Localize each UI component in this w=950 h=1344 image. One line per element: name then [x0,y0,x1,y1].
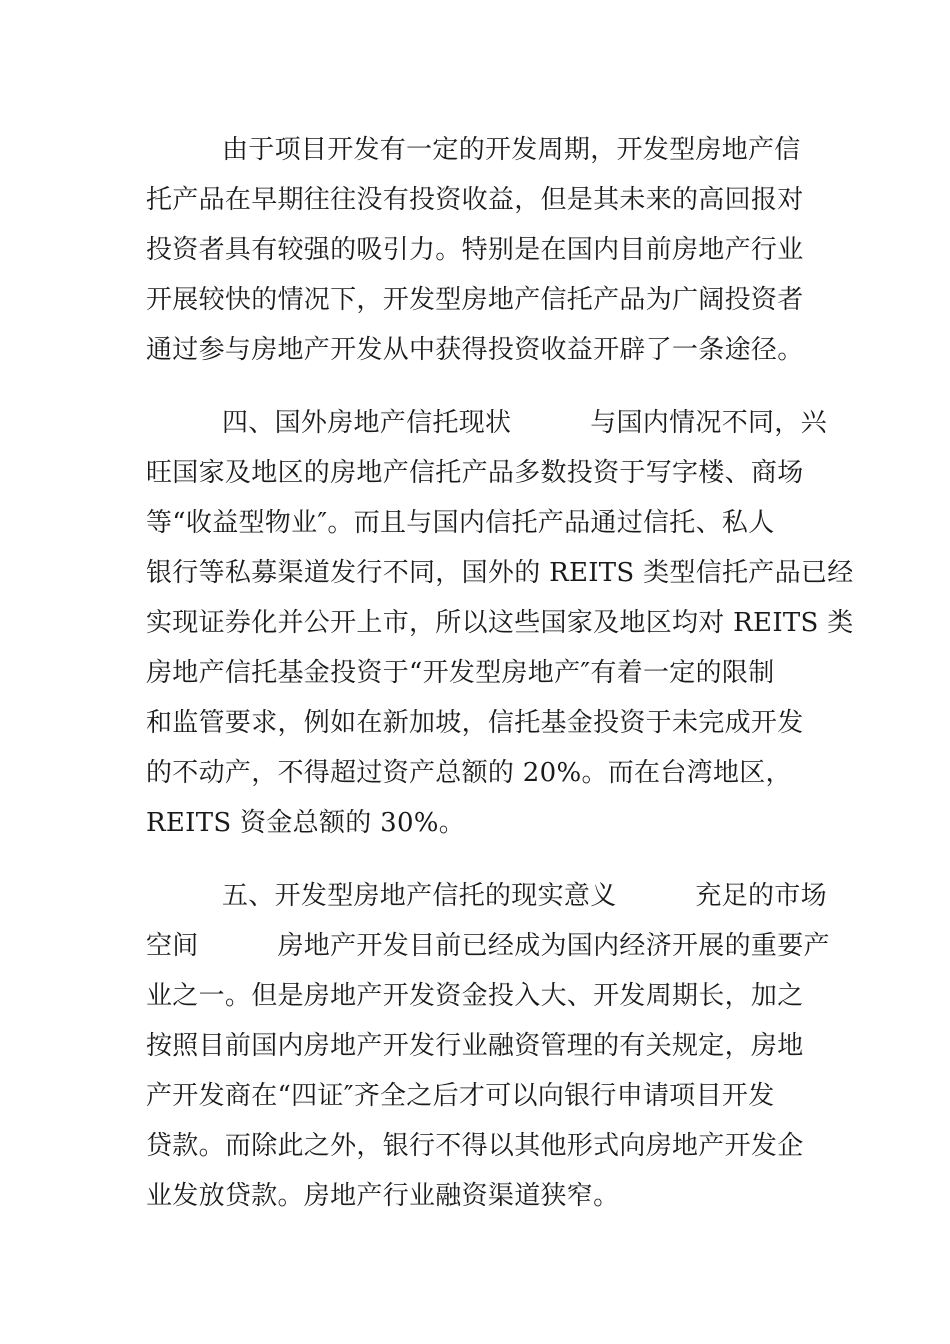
paragraph-2-line-8: 的不动产，不得超过资产总额的 20%。而在台湾地区， [146,758,792,788]
paragraph-2-line-1: 四、国外房地产信托现状 与国内情况不同，兴 [222,408,827,438]
paragraph-2-line-6: 房地产信托基金投资于“开发型房地产″有着一定的限制 [146,658,775,688]
paragraph-3-line-1: 五、开发型房地产信托的现实意义 充足的市场 [222,881,827,911]
paragraph-1-line-2: 托产品在早期往往没有投资收益，但是其未来的高回报对 [146,185,804,215]
paragraph-1-line-3: 投资者具有较强的吸引力。特别是在国内目前房地产行业 [146,235,804,265]
paragraph-2-line-2: 旺国家及地区的房地产信托产品多数投资于写字楼、商场 [146,458,804,488]
paragraph-2-line-3: 等“收益型物业″。而且与国内信托产品通过信托、私人 [146,508,775,538]
paragraph-3-line-2: 空间 房地产开发目前已经成为国内经济开展的重要产 [146,931,830,961]
paragraph-3-line-7: 业发放贷款。房地产行业融资渠道狭窄。 [146,1181,620,1211]
paragraph-2-line-4: 银行等私募渠道发行不同，国外的 REITS 类型信托产品已经 [146,558,854,588]
paragraph-1-line-4: 开展较快的情况下，开发型房地产信托产品为广阔投资者 [146,285,804,315]
paragraph-2-line-5: 实现证券化并公开上市，所以这些国家及地区均对 REITS 类 [146,608,854,638]
paragraph-1-line-1: 由于项目开发有一定的开发周期，开发型房地产信 [222,135,801,165]
paragraph-2-line-7: 和监管要求，例如在新加坡，信托基金投资于未完成开发 [146,708,804,738]
paragraph-3-line-6: 贷款。而除此之外，银行不得以其他形式向房地产开发企 [146,1131,804,1161]
paragraph-2-line-9: REITS 资金总额的 30%。 [146,808,466,838]
paragraph-1-line-5: 通过参与房地产开发从中获得投资收益开辟了一条途径。 [146,335,804,365]
paragraph-3-line-5: 产开发商在“四证″齐全之后才可以向银行申请项目开发 [146,1081,775,1111]
paragraph-3-line-4: 按照目前国内房地产开发行业融资管理的有关规定，房地 [146,1031,804,1061]
paragraph-3-line-3: 业之一。但是房地产开发资金投入大、开发周期长，加之 [146,981,804,1011]
